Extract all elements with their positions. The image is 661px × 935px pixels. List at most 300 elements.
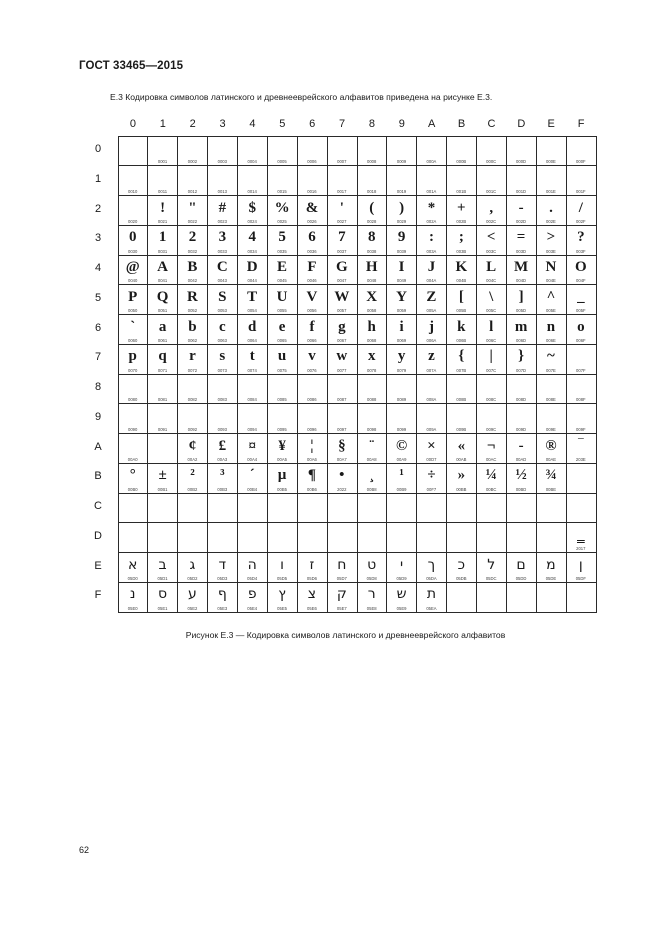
code-cell: [536, 523, 566, 553]
glyph: F: [307, 259, 317, 275]
code-point: 00AC: [485, 456, 497, 462]
code-cell: [387, 225, 417, 255]
code-cell: [387, 463, 417, 493]
code-cell: [148, 553, 178, 583]
code-cell: [297, 434, 327, 464]
code-cell: [506, 404, 536, 434]
code-point: 00A8: [366, 456, 377, 462]
code-point: 0090: [128, 427, 138, 432]
code-point: 008B: [456, 397, 467, 403]
code-point: 0084: [247, 397, 257, 403]
code-point: 00B6: [307, 486, 317, 492]
glyph: a: [158, 318, 167, 335]
code-cell: [208, 225, 238, 255]
code-cell: [267, 374, 297, 404]
code-cell: [566, 136, 596, 166]
glyph: V: [306, 288, 318, 305]
code-cell: [327, 374, 357, 404]
code-cell: [506, 255, 536, 285]
code-point: 0083: [217, 397, 227, 403]
glyph: ²: [190, 467, 195, 484]
glyph: C: [216, 259, 228, 275]
code-point: 0020: [128, 218, 138, 224]
glyph: s: [219, 348, 226, 365]
code-point: 0049: [396, 278, 407, 284]
code-cell: [297, 344, 327, 374]
glyph: (: [369, 199, 375, 216]
glyph: כ: [457, 556, 466, 573]
code-cell: [477, 196, 507, 226]
code-cell: [297, 225, 327, 255]
code-cell: [506, 463, 536, 493]
glyph: H: [365, 259, 378, 275]
glyph: •: [339, 467, 345, 484]
code-point: 05DB: [456, 575, 467, 581]
glyph: ¹: [399, 467, 404, 484]
code-point: 05DD: [515, 575, 527, 581]
code-point: 0007: [337, 159, 347, 165]
code-cell: [297, 463, 327, 493]
column-header: 1: [159, 118, 166, 130]
document-header: ГОСТ 33465—2015: [79, 60, 184, 72]
glyph: R: [187, 288, 198, 305]
glyph: מ: [546, 556, 556, 573]
column-header: 9: [398, 118, 405, 130]
code-cell: [327, 255, 357, 285]
glyph: 0: [128, 229, 137, 246]
code-point: 0077: [337, 367, 347, 373]
code-cell: [477, 434, 507, 464]
code-point: 005E: [546, 308, 556, 313]
code-cell: [208, 344, 238, 374]
glyph: @: [125, 259, 140, 275]
code-cell: [536, 225, 566, 255]
code-point: 0028: [367, 218, 377, 224]
code-point: 05D0: [127, 575, 138, 581]
glyph: /: [578, 199, 583, 216]
glyph: 4: [248, 229, 256, 246]
code-point: 0088: [367, 397, 377, 403]
code-cell: [387, 523, 417, 553]
glyph: ם: [516, 556, 526, 573]
code-point: 00A5: [277, 456, 287, 462]
code-point: 0086: [307, 397, 317, 403]
glyph: P: [128, 288, 138, 305]
glyph: ¢: [188, 437, 197, 454]
code-cell: [178, 285, 208, 315]
code-cell: [238, 463, 268, 493]
code-point: 05E9: [396, 605, 407, 611]
glyph: ´: [249, 467, 255, 484]
code-point: 008F: [576, 397, 586, 403]
code-point: 00BC: [485, 486, 497, 492]
code-cell: [417, 582, 447, 612]
code-cell: [417, 315, 447, 345]
code-point: 0030: [128, 248, 138, 254]
glyph: §: [338, 437, 346, 454]
code-cell: [297, 404, 327, 434]
code-cell: [357, 315, 387, 345]
code-cell: [387, 404, 417, 434]
code-point: 005B: [456, 308, 467, 313]
code-cell: [148, 166, 178, 196]
code-cell: [447, 523, 477, 553]
code-cell: [178, 196, 208, 226]
code-cell: [357, 285, 387, 315]
code-point: 00AD: [515, 456, 527, 462]
code-cell: [267, 344, 297, 374]
code-cell: [118, 225, 148, 255]
row-header: C: [94, 500, 102, 512]
code-cell: [178, 255, 208, 285]
code-point: 007F: [576, 367, 586, 373]
glyph: |: [489, 348, 493, 365]
code-cell: [477, 463, 507, 493]
code-point: 05E0: [127, 605, 138, 611]
code-cell: [118, 553, 148, 583]
code-point: 003A: [426, 248, 437, 254]
code-point: 05D6: [306, 575, 317, 581]
code-cell: [327, 582, 357, 612]
glyph: ל: [487, 556, 496, 573]
code-point: 00B3: [217, 486, 228, 492]
code-cell: [118, 315, 148, 345]
code-point: 0071: [157, 367, 168, 373]
glyph: ‾: [578, 437, 584, 454]
code-cell: [447, 463, 477, 493]
code-cell: [536, 166, 566, 196]
code-cell: [148, 136, 178, 166]
code-point: 00A0: [127, 456, 138, 462]
code-cell: [387, 285, 417, 315]
code-point: 0017: [337, 189, 347, 194]
code-point: 05D8: [366, 575, 377, 581]
code-cell: [506, 315, 536, 345]
glyph: ¬: [486, 437, 496, 454]
code-cell: [536, 582, 566, 612]
code-cell: [477, 315, 507, 345]
code-point: 0026: [307, 218, 317, 224]
code-point: 008D: [516, 397, 527, 403]
code-cell: [267, 523, 297, 553]
glyph: נ: [129, 586, 136, 603]
code-cell: [267, 166, 297, 196]
glyph: 1: [158, 229, 167, 246]
code-point: 0016: [307, 189, 317, 194]
code-point: 0095: [277, 427, 287, 432]
code-point: 000A: [426, 159, 437, 165]
glyph: U: [276, 288, 288, 305]
code-cell: [118, 523, 148, 553]
code-point: 004B: [456, 278, 467, 284]
code-cell: [148, 404, 178, 434]
code-cell: [447, 374, 477, 404]
code-point: 0053: [217, 308, 227, 313]
glyph: k: [457, 318, 466, 335]
column-header: C: [487, 118, 496, 130]
glyph: K: [455, 259, 468, 275]
glyph: O: [574, 259, 587, 275]
code-cell: [477, 404, 507, 434]
code-point: 002B: [456, 218, 467, 224]
glyph: ר: [367, 586, 376, 603]
code-cell: [536, 493, 566, 523]
code-cell: [506, 285, 536, 315]
glyph: t: [249, 348, 255, 365]
code-cell: [506, 582, 536, 612]
code-cell: [238, 434, 268, 464]
code-point: 0093: [217, 427, 227, 432]
code-cell: [148, 285, 178, 315]
code-cell: [178, 493, 208, 523]
glyph: I: [398, 259, 405, 275]
code-point: 007A: [426, 367, 437, 373]
code-cell: [357, 344, 387, 374]
code-point: 0062: [187, 337, 198, 343]
code-cell: [267, 582, 297, 612]
glyph: פ: [247, 586, 257, 603]
code-cell: [357, 434, 387, 464]
row-header: 0: [94, 143, 102, 155]
code-table: [118, 136, 596, 612]
code-point: 0001: [157, 159, 168, 165]
glyph: £: [218, 437, 227, 454]
code-cell: [566, 523, 596, 553]
code-cell: [357, 523, 387, 553]
code-point: 05D3: [217, 575, 228, 581]
code-cell: [506, 166, 536, 196]
code-cell: [238, 553, 268, 583]
code-cell: [536, 315, 566, 345]
code-point: 0045: [277, 278, 287, 284]
glyph: S: [218, 288, 227, 305]
glyph: ): [399, 199, 405, 216]
code-point: 05DE: [545, 575, 557, 581]
code-point: 004A: [426, 278, 437, 284]
intro-paragraph: Е.3 Кодировка символов латинского и древнееврейского алфавитов приведена на рисунке Е.3.: [110, 92, 493, 102]
code-point: 0060: [128, 337, 138, 343]
code-point: 0061: [157, 337, 168, 343]
code-cell: [417, 136, 447, 166]
glyph: °: [129, 467, 136, 484]
code-point: 008A: [426, 397, 437, 403]
glyph: ®: [545, 437, 557, 454]
code-cell: [536, 374, 566, 404]
code-cell: [118, 404, 148, 434]
code-cell: [357, 582, 387, 612]
code-cell: [447, 285, 477, 315]
code-cell: [148, 493, 178, 523]
code-cell: [357, 136, 387, 166]
code-point: 0054: [247, 308, 257, 313]
code-cell: [297, 553, 327, 583]
code-cell: [238, 285, 268, 315]
code-cell: [238, 374, 268, 404]
code-cell: [208, 196, 238, 226]
code-point: 000F: [576, 159, 586, 165]
code-point: 05D9: [396, 575, 407, 581]
code-cell: [417, 493, 447, 523]
code-cell: [238, 493, 268, 523]
code-cell: [506, 196, 536, 226]
code-point: 00B8: [366, 486, 377, 492]
code-point: 00D7: [426, 456, 437, 462]
code-cell: [417, 463, 447, 493]
code-cell: [148, 196, 178, 226]
code-cell: [267, 225, 297, 255]
glyph: ': [339, 199, 344, 216]
glyph: g: [338, 318, 346, 335]
code-cell: [297, 315, 327, 345]
code-point: 005C: [486, 308, 497, 313]
code-point: 0018: [367, 189, 377, 194]
code-point: 05D1: [157, 575, 168, 581]
code-point: 00A7: [336, 456, 347, 462]
glyph: j: [428, 318, 434, 335]
glyph: c: [218, 318, 226, 335]
code-cell: [327, 523, 357, 553]
code-cell: [447, 582, 477, 612]
code-point: 003C: [486, 248, 497, 254]
glyph: ×: [427, 437, 436, 454]
column-header: A: [428, 118, 436, 130]
code-cell: [447, 553, 477, 583]
glyph: Q: [156, 288, 169, 305]
code-point: 005D: [516, 308, 527, 313]
code-point: 0044: [247, 278, 257, 284]
column-header: 6: [309, 118, 316, 130]
glyph: ¦: [310, 437, 314, 454]
code-point: 00B2: [187, 486, 198, 492]
glyph: ¼: [485, 467, 497, 484]
code-point: 0047: [337, 278, 347, 284]
code-point: 0002: [187, 159, 198, 165]
glyph: B: [187, 259, 198, 275]
code-point: 0032: [187, 248, 198, 254]
code-point: 0013: [217, 189, 227, 194]
code-point: 05E6: [307, 605, 317, 611]
column-header: B: [457, 118, 466, 130]
column-header: E: [547, 118, 555, 130]
code-point: 004E: [546, 278, 556, 284]
code-point: 0038: [367, 248, 377, 254]
code-cell: [118, 434, 148, 464]
code-point: 0080: [128, 397, 138, 403]
glyph: -: [518, 437, 524, 454]
code-point: 05E7: [336, 605, 347, 611]
code-point: 006E: [546, 337, 556, 343]
code-cell: [208, 255, 238, 285]
glyph: M: [513, 259, 529, 275]
code-cell: [417, 434, 447, 464]
glyph: v: [308, 348, 316, 365]
glyph: *: [427, 199, 436, 216]
code-point: 004C: [486, 278, 497, 284]
code-cell: [477, 225, 507, 255]
code-point: 0050: [128, 308, 138, 313]
code-cell: [477, 523, 507, 553]
code-cell: [238, 404, 268, 434]
glyph: ©: [395, 437, 408, 454]
glyph: D: [246, 259, 258, 275]
glyph: }: [518, 348, 525, 365]
code-cell: [297, 136, 327, 166]
code-cell: [506, 374, 536, 404]
glyph: ÷: [427, 467, 436, 484]
column-header: 0: [129, 118, 136, 130]
code-cell: [477, 493, 507, 523]
row-header: D: [94, 529, 102, 542]
glyph: q: [158, 348, 167, 365]
code-point: 0099: [396, 427, 407, 432]
code-point: 00AE: [545, 456, 557, 462]
code-point: 0031: [157, 248, 168, 254]
code-cell: [417, 255, 447, 285]
glyph: י: [399, 556, 404, 573]
code-point: 0073: [217, 367, 227, 373]
code-cell: [566, 285, 596, 315]
glyph: !: [160, 199, 166, 216]
code-cell: [238, 196, 268, 226]
code-point: 001E: [546, 189, 556, 194]
code-point: 0075: [277, 367, 287, 373]
code-point: 00A9: [396, 456, 407, 462]
code-point: 002D: [516, 218, 527, 224]
code-point: 0029: [396, 218, 407, 224]
code-point: 05D4: [247, 575, 258, 581]
glyph: ¤: [248, 437, 256, 454]
code-cell: [178, 225, 208, 255]
code-cell: [447, 434, 477, 464]
code-point: 203E: [575, 456, 586, 462]
code-point: 0022: [187, 218, 198, 224]
glyph: e: [278, 318, 286, 335]
code-point: 006A: [426, 337, 437, 343]
code-cell: [238, 255, 268, 285]
code-cell: [447, 315, 477, 345]
code-cell: [447, 225, 477, 255]
code-cell: [327, 166, 357, 196]
code-point: 05DC: [485, 575, 497, 581]
code-cell: [447, 166, 477, 196]
code-point: 0067: [337, 337, 347, 343]
code-point: 05E1: [157, 605, 168, 611]
code-cell: [238, 344, 268, 374]
code-point: 000C: [486, 159, 497, 165]
code-point: 001D: [516, 189, 527, 194]
code-point: 0015: [277, 189, 287, 194]
code-point: 0027: [337, 218, 347, 224]
code-cell: [327, 404, 357, 434]
code-cell: [357, 166, 387, 196]
code-cell: [477, 285, 507, 315]
code-point: 0069: [396, 337, 407, 343]
code-cell: [417, 166, 447, 196]
code-cell: [536, 404, 566, 434]
code-cell: [357, 255, 387, 285]
code-cell: [267, 404, 297, 434]
code-cell: [178, 404, 208, 434]
code-point: 05E3: [217, 605, 228, 611]
code-point: 0046: [307, 278, 317, 284]
glyph: ג: [189, 556, 196, 573]
code-point: 007C: [486, 367, 497, 373]
code-cell: [327, 493, 357, 523]
code-cell: [566, 582, 596, 612]
glyph: i: [399, 318, 404, 335]
code-cell: [327, 553, 357, 583]
code-point: 006D: [516, 337, 527, 343]
